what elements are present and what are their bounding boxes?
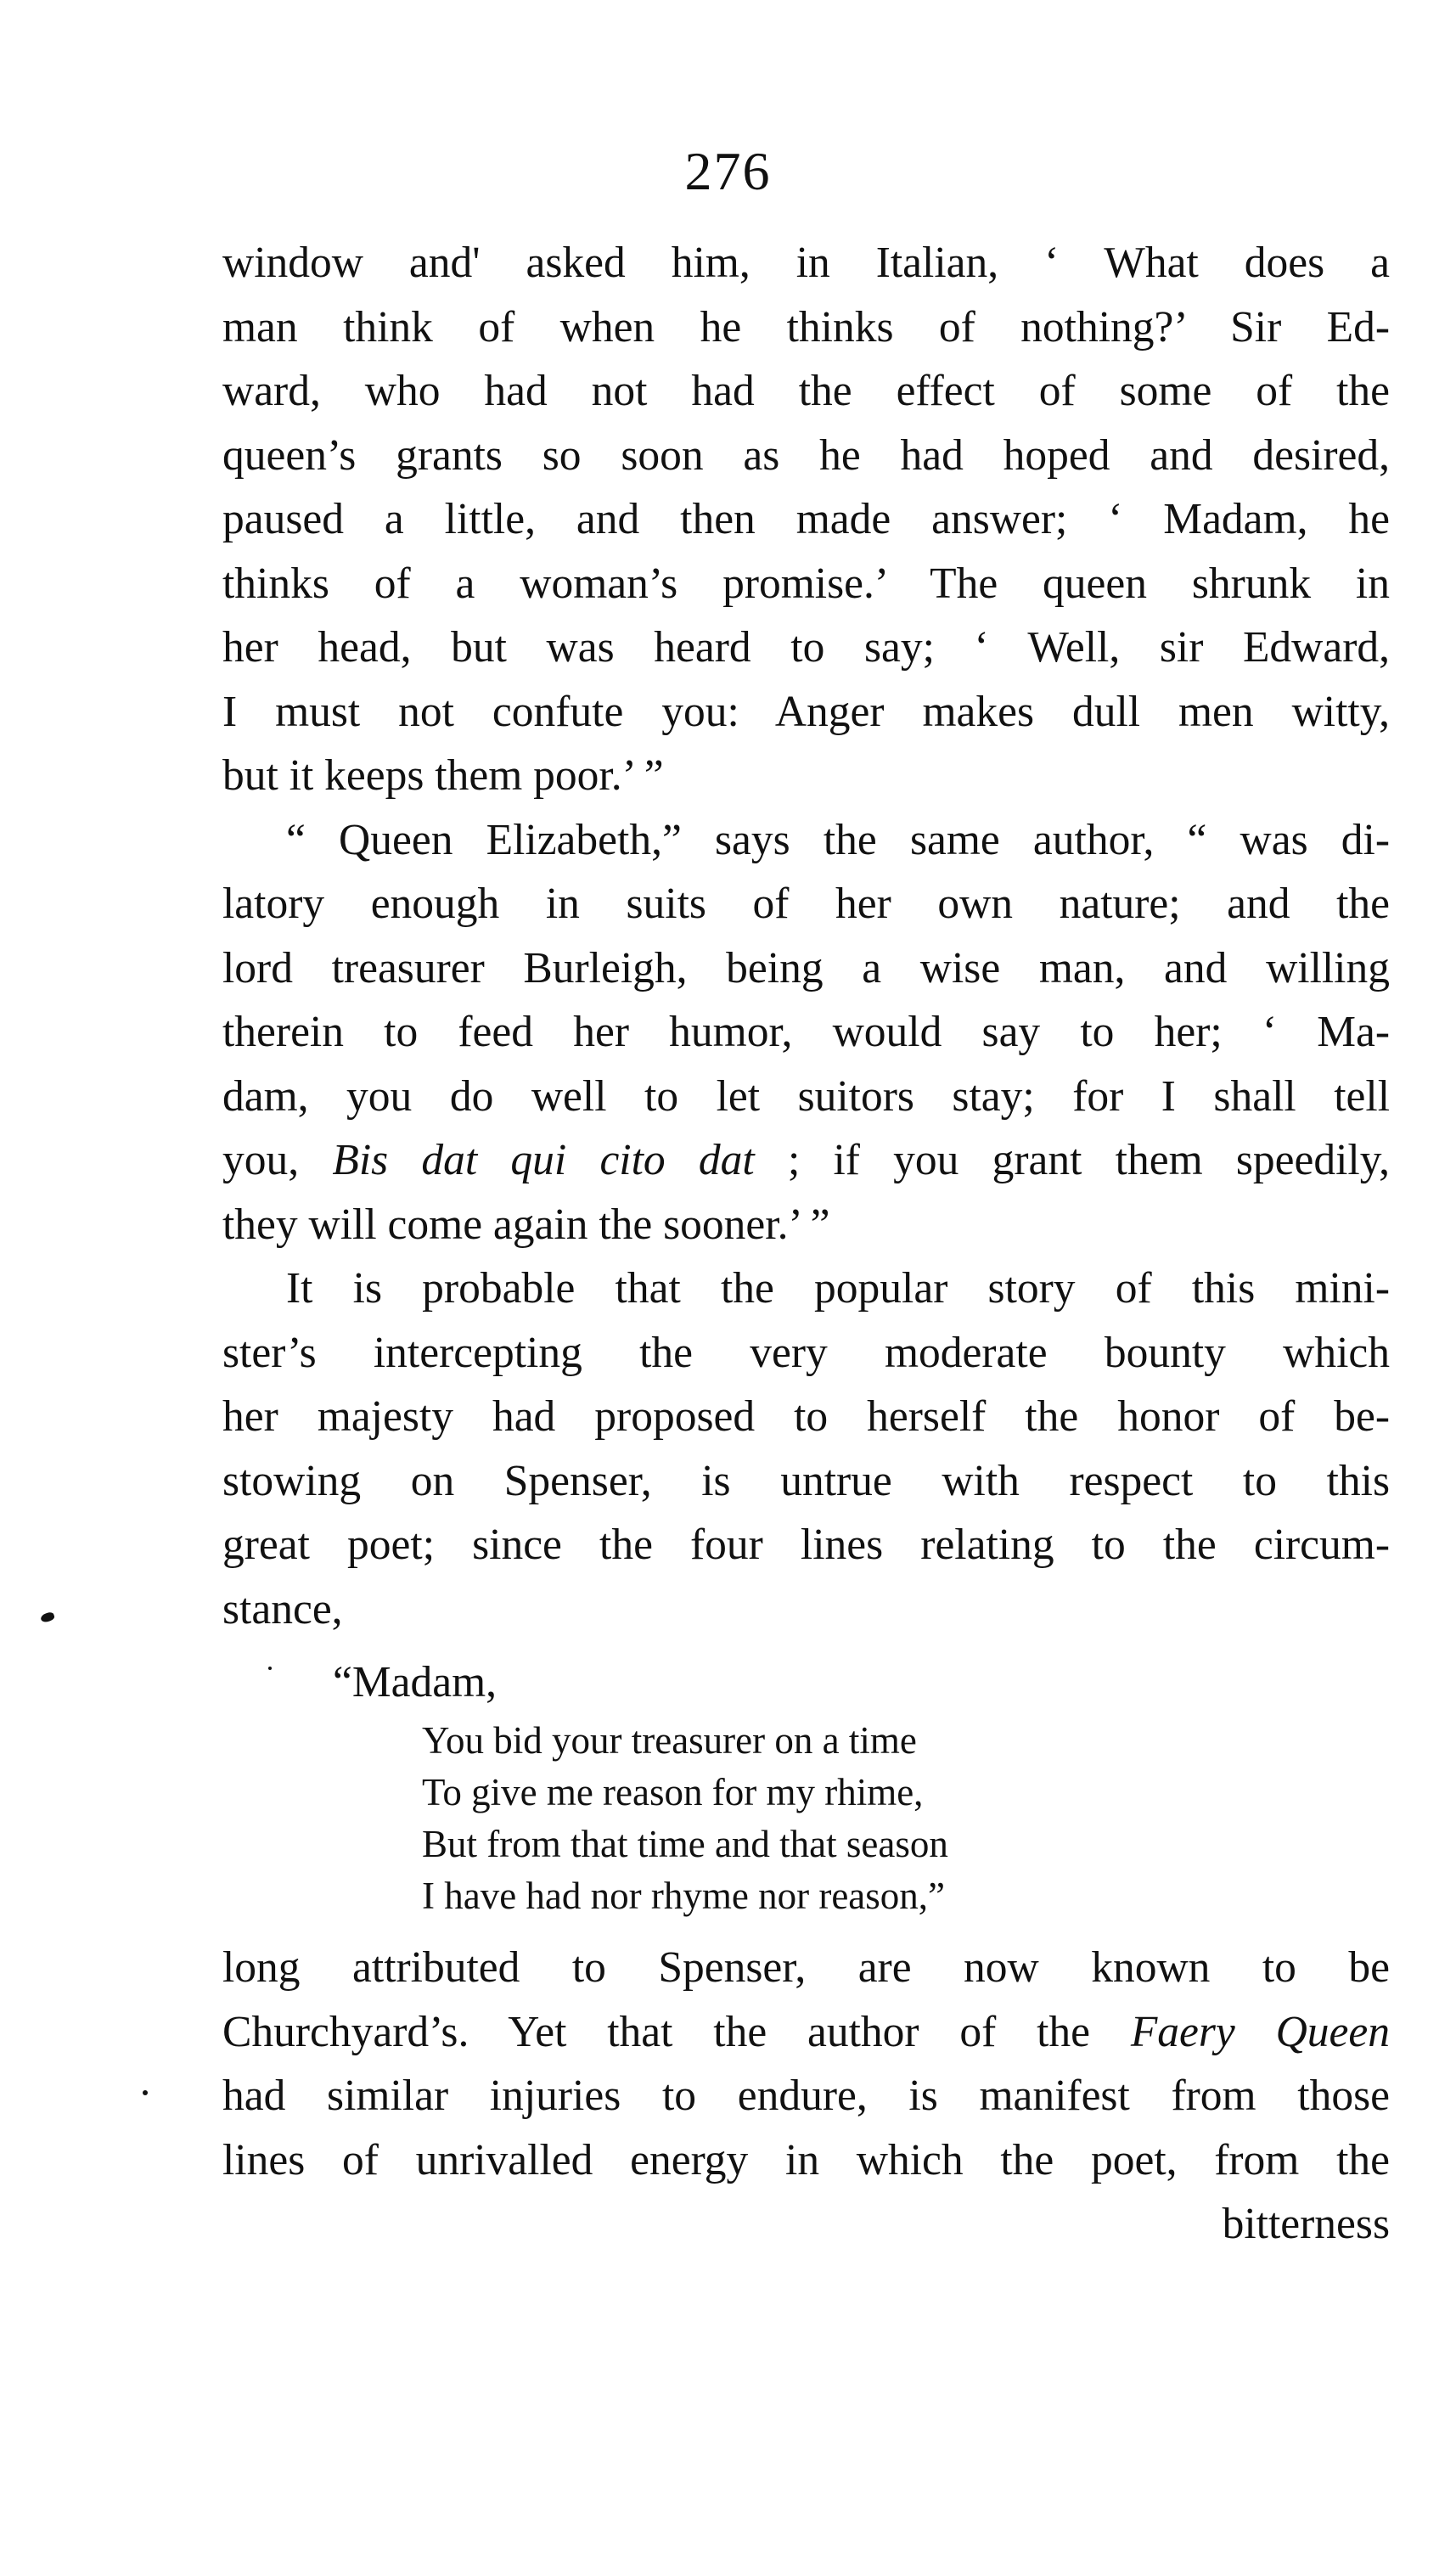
main-text-lower [222,1936,1390,2257]
text-line: latory enough in suits of her own nature; and the [222,880,1390,928]
text-line: they will come again the sooner.’ ” [222,1200,830,1249]
text-line: her majesty had proposed to herself the honor of be- [222,1392,1390,1441]
text-line: had similar injuries to endure, is manifest from those [222,2072,1390,2120]
verse-line: I have had nor rhyme nor reason,” [422,1875,946,1917]
text-line: dam, you do well to let suitors stay; for I shall tell [222,1071,1390,1121]
verse-quotation [422,1715,948,1922]
text-line: stance, [222,1584,343,1633]
margin-mark-icon [40,1611,55,1623]
text-line: lord treasurer Burleigh, being a wise man, and willing [222,943,1390,992]
page-number: 276 [684,141,772,201]
text-line: “ Queen Elizabeth,” says the same author, “ was di- [286,815,1390,864]
text-line: long attributed to Spenser, are now known to be [222,1943,1390,1992]
text-line: It is probable that the popular story of this mini- [286,1264,1390,1313]
text-line: her head, but was heard to say; ‘ Well, sir Edward, [222,623,1390,672]
italic-phrase: Bis dat qui cito dat [332,1136,755,1184]
text-line: great poet; since the four lines relating to the circum- [222,1521,1390,1569]
text-line: ward, who had not had the effect of some of the [222,367,1390,415]
text-line: paused a little, and then made answer; ‘ Madam, he [222,495,1390,543]
verse-line: You bid your treasurer on a time [422,1719,917,1762]
text-line: lines of unrivalled energy in which the poet, from the [222,2135,1390,2184]
text-line: therein to feed her humor, would say to her; ‘ Ma- [222,1008,1390,1056]
verse-line: But from that time and that season [422,1823,948,1865]
verse-salutation: “Madam, [333,1658,498,1706]
stray-dot-mark [143,2090,148,2095]
stray-dot-mark [268,1667,272,1670]
text-line: queen’s grants so soon as he had hoped and desired, [222,430,1390,480]
text-line: but it keeps them poor.’ ” [222,751,664,800]
text-line: bitterness [1222,2200,1390,2248]
text-line: I must not confute you: Anger makes dull men witty, [222,687,1390,736]
text-line: Churchyard’s. Yet that the author of the Faery Queen [222,2007,1390,2056]
text-line: window and' asked him, in Italian, ‘ What does a [222,239,1390,287]
main-text-upper [222,231,1390,1641]
italic-phrase: Faery Queen [1130,2007,1390,2056]
text-line: stowing on Spenser, is untrue with respect to this [222,1456,1390,1505]
text-line: you, Bis dat qui cito dat ; if you grant them speedily, [222,1136,1391,1184]
text-line: thinks of a woman’s promise.’ The queen shrunk in [222,559,1390,608]
text-line: ster’s intercepting the very moderate bounty which [222,1328,1390,1377]
verse-line: To give me reason for my rhime, [422,1771,924,1813]
text-line: man think of when he thinks of nothing?’ Sir Ed- [222,302,1390,351]
